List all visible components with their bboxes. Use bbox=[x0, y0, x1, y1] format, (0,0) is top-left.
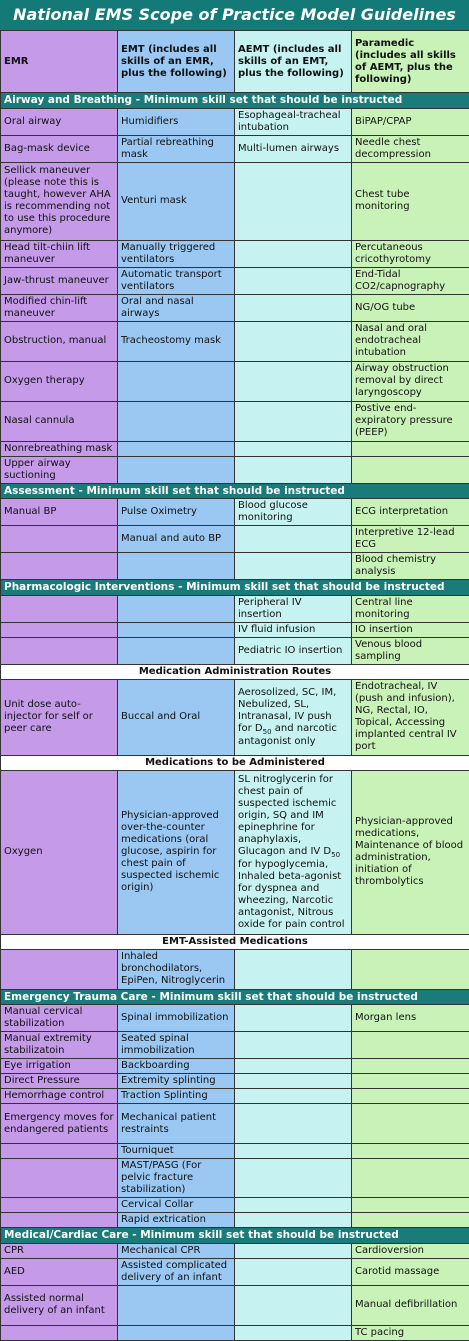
cell-paramedic: ECG interpretation bbox=[352, 499, 469, 526]
cell-emt: Extremity splinting bbox=[118, 1074, 235, 1089]
cell-paramedic bbox=[352, 456, 469, 483]
cell-emt bbox=[118, 441, 235, 456]
cell-paramedic: Chest tube monitoring bbox=[352, 162, 469, 240]
table-row bbox=[1, 294, 469, 321]
cell-emt: Partial rebreathing mask bbox=[118, 135, 235, 162]
table-row bbox=[1, 361, 469, 401]
page-title: National EMS Scope of Practice Model Guidelines bbox=[0, 0, 469, 30]
cell-emr: Oxygen therapy bbox=[1, 361, 118, 401]
cell-paramedic: Manual defibrillation bbox=[352, 1285, 469, 1325]
cell-emt: Spinal immobilization bbox=[118, 1005, 235, 1032]
cell-emr bbox=[1, 595, 118, 622]
cell-emt bbox=[118, 637, 235, 664]
cell-emt: Tourniquet bbox=[118, 1144, 235, 1159]
cell-aemt bbox=[235, 679, 352, 755]
cell-paramedic bbox=[352, 1159, 469, 1198]
cell-emr: Nonrebreathing mask bbox=[1, 441, 118, 456]
cell-emt: Manual and auto BP bbox=[118, 526, 235, 553]
cell-paramedic bbox=[352, 1074, 469, 1089]
cell-emt bbox=[118, 553, 235, 580]
cell-paramedic: End-Tidal CO2/capnography bbox=[352, 267, 469, 294]
cell-emr bbox=[1, 1198, 118, 1213]
table-row bbox=[1, 1089, 469, 1104]
table-row bbox=[1, 622, 469, 637]
table-row bbox=[1, 1198, 469, 1213]
scope-table bbox=[0, 30, 469, 1341]
cell-aemt bbox=[235, 553, 352, 580]
table-row bbox=[1, 526, 469, 553]
section-header-trauma bbox=[1, 989, 469, 1005]
cell-paramedic bbox=[352, 1144, 469, 1159]
table-row bbox=[1, 321, 469, 361]
cell-emr: Manual cervical stabilization bbox=[1, 1005, 118, 1032]
section-header-assessment bbox=[1, 483, 469, 499]
cell-emr: Sellick maneuver (please note this is taught, however AHA is recommending not to use this procedure anymore) bbox=[1, 162, 118, 240]
table-row bbox=[1, 267, 469, 294]
cell-paramedic: Postive end-expiratory pressure (PEEP) bbox=[352, 401, 469, 441]
cell-aemt bbox=[235, 1089, 352, 1104]
cell-emt: Manually triggered ventilators bbox=[118, 240, 235, 267]
table-row bbox=[1, 1325, 469, 1340]
table-row bbox=[1, 1032, 469, 1059]
table-row bbox=[1, 1285, 469, 1325]
table-row bbox=[1, 1005, 469, 1032]
cell-emr: Unit dose auto-injector for self or peer care bbox=[1, 679, 118, 755]
table-row bbox=[1, 637, 469, 664]
cell-text: for hypoglycemia, Inhaled beta-agonist for dyspnea and wheezing, Narcotic antagonist, Nitrous oxide for pain control bbox=[238, 859, 345, 930]
cell-emt bbox=[118, 1285, 235, 1325]
cell-aemt bbox=[235, 1258, 352, 1285]
cell-emt: Cervical Collar bbox=[118, 1198, 235, 1213]
cell-paramedic bbox=[352, 441, 469, 456]
cell-paramedic: BiPAP/CPAP bbox=[352, 108, 469, 135]
cell-aemt bbox=[235, 401, 352, 441]
cell-aemt bbox=[235, 294, 352, 321]
header-aemt: AEMT (includes all skills of an EMT, plus the following) bbox=[235, 31, 352, 93]
cell-paramedic bbox=[352, 1032, 469, 1059]
cell-aemt bbox=[235, 1104, 352, 1144]
cell-paramedic bbox=[352, 1104, 469, 1144]
cell-paramedic bbox=[352, 1198, 469, 1213]
cell-aemt bbox=[235, 1325, 352, 1340]
cell-aemt bbox=[235, 162, 352, 240]
table-row bbox=[1, 770, 469, 934]
cell-aemt bbox=[235, 361, 352, 401]
cell-emt bbox=[118, 622, 235, 637]
cell-aemt bbox=[235, 267, 352, 294]
cell-emr bbox=[1, 1144, 118, 1159]
section-title: Emergency Trauma Care - Minimum skill set that should be instructed bbox=[1, 989, 469, 1005]
cell-aemt bbox=[235, 240, 352, 267]
table-row bbox=[1, 1213, 469, 1228]
subsection-header-meds bbox=[1, 755, 469, 770]
cell-emr bbox=[1, 1213, 118, 1228]
cell-emr bbox=[1, 1325, 118, 1340]
table-row bbox=[1, 135, 469, 162]
header-emt: EMT (includes all skills of an EMR, plus the following) bbox=[118, 31, 235, 93]
header-paramedic: Paramedic (includes all skills of AEMT, plus the following) bbox=[352, 31, 469, 93]
cell-aemt bbox=[235, 1144, 352, 1159]
cell-aemt: Pediatric IO insertion bbox=[235, 637, 352, 664]
cell-emt bbox=[118, 595, 235, 622]
cell-paramedic: Venous blood sampling bbox=[352, 637, 469, 664]
cell-emr: Manual BP bbox=[1, 499, 118, 526]
cell-aemt bbox=[235, 526, 352, 553]
subsection-title: Medication Administration Routes bbox=[1, 664, 469, 679]
cell-emr: Nasal cannula bbox=[1, 401, 118, 441]
cell-paramedic: IO insertion bbox=[352, 622, 469, 637]
cell-aemt: IV fluid infusion bbox=[235, 622, 352, 637]
cell-emr: Modified chin-lift maneuver bbox=[1, 294, 118, 321]
cell-emr bbox=[1, 1159, 118, 1198]
cell-emt bbox=[118, 456, 235, 483]
subscript: 50 bbox=[263, 728, 272, 736]
table-row bbox=[1, 949, 469, 989]
cell-aemt bbox=[235, 456, 352, 483]
table-row bbox=[1, 456, 469, 483]
cell-emr: Hemorrhage control bbox=[1, 1089, 118, 1104]
cell-emt: Venturi mask bbox=[118, 162, 235, 240]
table-row bbox=[1, 499, 469, 526]
cell-emr: Bag-mask device bbox=[1, 135, 118, 162]
cell-paramedic bbox=[352, 1059, 469, 1074]
table-row bbox=[1, 1243, 469, 1258]
table-row bbox=[1, 108, 469, 135]
section-header-airway bbox=[1, 93, 469, 109]
cell-aemt bbox=[235, 1059, 352, 1074]
cell-aemt bbox=[235, 1198, 352, 1213]
cell-emr: Assisted normal delivery of an infant bbox=[1, 1285, 118, 1325]
cell-paramedic: Endotracheal, IV (push and infusion), NG, Rectal, IO, Topical, Accessing implanted central IV port bbox=[352, 679, 469, 755]
cell-paramedic bbox=[352, 1089, 469, 1104]
cell-paramedic: Interpretive 12-lead ECG bbox=[352, 526, 469, 553]
cell-emt: Assisted complicated delivery of an infant bbox=[118, 1258, 235, 1285]
cell-aemt: Blood glucose monitoring bbox=[235, 499, 352, 526]
table-row bbox=[1, 1074, 469, 1089]
subsection-header-assisted bbox=[1, 934, 469, 949]
cell-emt: Oral and nasal airways bbox=[118, 294, 235, 321]
cell-emr: AED bbox=[1, 1258, 118, 1285]
cell-emr: Upper airway suctioning bbox=[1, 456, 118, 483]
cell-aemt: Peripheral IV insertion bbox=[235, 595, 352, 622]
cell-aemt bbox=[235, 770, 352, 934]
cell-emr bbox=[1, 622, 118, 637]
section-title: Assessment - Minimum skill set that should be instructed bbox=[1, 483, 469, 499]
table-row bbox=[1, 441, 469, 456]
cell-emr: Eye irrigation bbox=[1, 1059, 118, 1074]
cell-aemt bbox=[235, 1032, 352, 1059]
cell-emt: MAST/PASG (For pelvic fracture stabilization) bbox=[118, 1159, 235, 1198]
cell-emr: Emergency moves for endangered patients bbox=[1, 1104, 118, 1144]
cell-text: SL nitroglycerin for chest pain of suspected ischemic origin, SQ and IM epinephrine for anaphylaxis, Glucagon and IV D bbox=[238, 774, 336, 857]
table-row bbox=[1, 1059, 469, 1074]
table-row bbox=[1, 679, 469, 755]
cell-paramedic: Nasal and oral endotracheal intubation bbox=[352, 321, 469, 361]
cell-emt: Traction Splinting bbox=[118, 1089, 235, 1104]
subsection-title: Medications to be Administered bbox=[1, 755, 469, 770]
cell-aemt bbox=[235, 1005, 352, 1032]
table-row bbox=[1, 1258, 469, 1285]
cell-emr: Oral airway bbox=[1, 108, 118, 135]
cell-paramedic: Blood chemistry analysis bbox=[352, 553, 469, 580]
cell-emt: Pulse Oximetry bbox=[118, 499, 235, 526]
cell-aemt: Multi-lumen airways bbox=[235, 135, 352, 162]
cell-emr: Obstruction, manual bbox=[1, 321, 118, 361]
cell-emr bbox=[1, 637, 118, 664]
table-row bbox=[1, 1104, 469, 1144]
cell-aemt bbox=[235, 1243, 352, 1258]
cell-emr: Jaw-thrust maneuver bbox=[1, 267, 118, 294]
cell-emr: Direct Pressure bbox=[1, 1074, 118, 1089]
section-header-medical bbox=[1, 1228, 469, 1244]
cell-aemt bbox=[235, 441, 352, 456]
cell-aemt bbox=[235, 1213, 352, 1228]
table-row bbox=[1, 553, 469, 580]
cell-emt: Automatic transport ventilators bbox=[118, 267, 235, 294]
cell-paramedic: Percutaneous cricothyrotomy bbox=[352, 240, 469, 267]
cell-emr bbox=[1, 553, 118, 580]
cell-emt: Inhaled bronchodilators, EpiPen, Nitroglycerin bbox=[118, 949, 235, 989]
cell-paramedic: Airway obstruction removal by direct laryngoscopy bbox=[352, 361, 469, 401]
cell-aemt bbox=[235, 321, 352, 361]
cell-paramedic: Morgan lens bbox=[352, 1005, 469, 1032]
cell-emr bbox=[1, 949, 118, 989]
subsection-header-routes bbox=[1, 664, 469, 679]
cell-emt: Backboarding bbox=[118, 1059, 235, 1074]
cell-emt: Tracheostomy mask bbox=[118, 321, 235, 361]
section-header-pharm bbox=[1, 580, 469, 596]
cell-emr bbox=[1, 526, 118, 553]
section-title: Airway and Breathing - Minimum skill set that should be instructed bbox=[1, 93, 469, 109]
subsection-title: EMT-Assisted Medications bbox=[1, 934, 469, 949]
cell-emt bbox=[118, 401, 235, 441]
cell-emt: Buccal and Oral bbox=[118, 679, 235, 755]
table-row bbox=[1, 1159, 469, 1198]
cell-emt bbox=[118, 1325, 235, 1340]
cell-paramedic: NG/OG tube bbox=[352, 294, 469, 321]
cell-emt: Humidifiers bbox=[118, 108, 235, 135]
table-row bbox=[1, 240, 469, 267]
cell-emr: Manual extremity stabilizatoin bbox=[1, 1032, 118, 1059]
cell-emt: Seated spinal immobilization bbox=[118, 1032, 235, 1059]
header-emr: EMR bbox=[1, 31, 118, 93]
cell-emt: Mechanical patient restraints bbox=[118, 1104, 235, 1144]
table-row bbox=[1, 162, 469, 240]
cell-emr: Head tilt-chiin lift maneuver bbox=[1, 240, 118, 267]
cell-aemt: Esophageal-tracheal intubation bbox=[235, 108, 352, 135]
cell-text: Aerosolized, SC, IM, Nebulized, SL, Intranasal, IV push for D bbox=[238, 687, 336, 734]
cell-paramedic bbox=[352, 1213, 469, 1228]
cell-paramedic: Physician-approved medications, Maintenance of blood administration, initiation of thrombolytics bbox=[352, 770, 469, 934]
cell-emt: Rapid extrication bbox=[118, 1213, 235, 1228]
cell-emt: Mechanical CPR bbox=[118, 1243, 235, 1258]
table-row bbox=[1, 1144, 469, 1159]
cell-aemt bbox=[235, 949, 352, 989]
cell-paramedic: Central line monitoring bbox=[352, 595, 469, 622]
table-row bbox=[1, 401, 469, 441]
cell-aemt bbox=[235, 1285, 352, 1325]
cell-paramedic: Carotid massage bbox=[352, 1258, 469, 1285]
table-row bbox=[1, 595, 469, 622]
cell-paramedic bbox=[352, 949, 469, 989]
cell-emt: Physician-approved over-the-counter medications (oral glucose, aspirin for chest pain of suspected ischemic origin) bbox=[118, 770, 235, 934]
header-row bbox=[1, 31, 469, 93]
cell-aemt bbox=[235, 1159, 352, 1198]
cell-emr: CPR bbox=[1, 1243, 118, 1258]
subscript: 50 bbox=[331, 851, 340, 859]
section-title: Pharmacologic Interventions - Minimum skill set that should be instructed bbox=[1, 580, 469, 596]
cell-paramedic: TC pacing bbox=[352, 1325, 469, 1340]
cell-paramedic: Cardioversion bbox=[352, 1243, 469, 1258]
cell-paramedic: Needle chest decompression bbox=[352, 135, 469, 162]
cell-emr: Oxygen bbox=[1, 770, 118, 934]
cell-aemt bbox=[235, 1074, 352, 1089]
cell-text: and narcotic antagonist only bbox=[238, 723, 337, 747]
section-title: Medical/Cardiac Care - Minimum skill set that should be instructed bbox=[1, 1228, 469, 1244]
cell-emt bbox=[118, 361, 235, 401]
